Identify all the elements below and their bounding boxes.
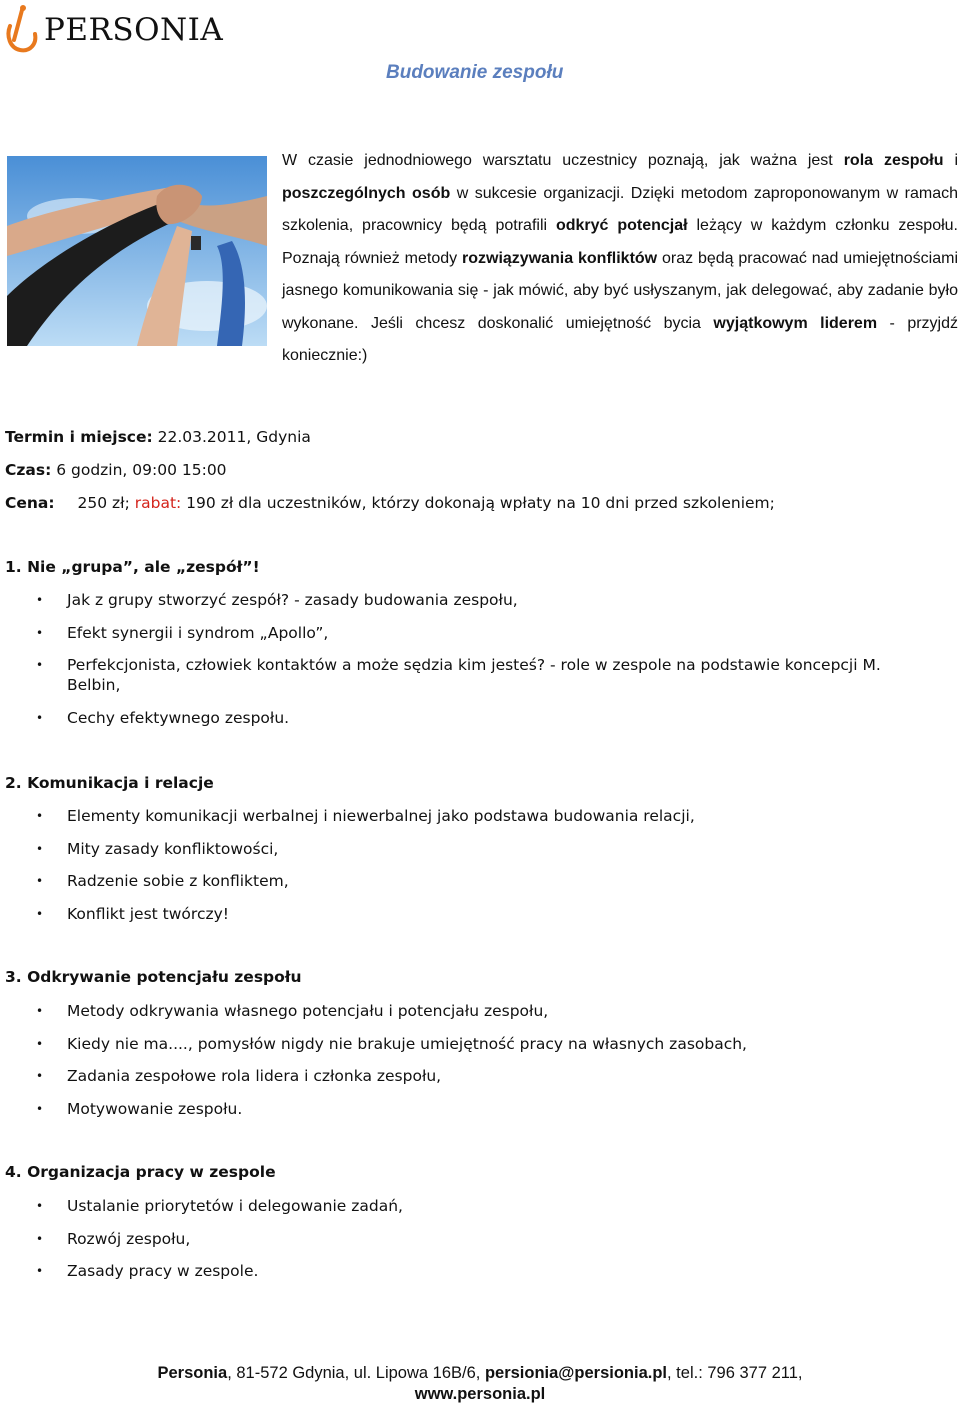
section-number: 1.: [5, 558, 22, 576]
intro-text: w sukcesie organizacji. Dzięki metodom zaproponowanym w ramach szkolenia, pracownicy będą potrafili: [282, 184, 958, 234]
section-4-list: [36, 1196, 947, 1294]
section-4-title: [5, 1163, 276, 1181]
intro-paragraph: [282, 145, 958, 373]
cena-value: 250 zł;: [77, 494, 135, 512]
list-item: • Cechy efektywnego zespołu.: [36, 708, 947, 728]
intro-text: leżący w każdym członku zespołu. Poznają również metody: [282, 217, 958, 267]
logo-text: PERSONIA: [44, 12, 224, 48]
section-1-title: [5, 558, 260, 576]
list-item: • Mity zasady konfliktowości,: [36, 839, 947, 859]
termin-value: 22.03.2011, Gdynia: [152, 428, 311, 446]
czas-line: [5, 461, 227, 479]
section-3-list: [36, 1001, 947, 1131]
section-title-text: Organizacja pracy w zespole: [21, 1163, 276, 1181]
termin-line: [5, 428, 311, 446]
section-title-text: Odkrywanie potencjału zespołu: [21, 968, 302, 986]
intro-bold-leader: wyjątkowym liderem: [713, 314, 878, 332]
intro-text: i: [943, 152, 959, 169]
footer-email-link[interactable]: persionia@persionia.pl: [484, 1364, 668, 1382]
cena-label: Cena:: [5, 494, 55, 512]
footer-website-link[interactable]: www.personia.pl: [414, 1385, 546, 1403]
intro-text: - przyjdź koniecznie:): [282, 314, 958, 364]
list-item: • Rozwój zespołu,: [36, 1229, 947, 1249]
page-footer: [0, 1363, 960, 1405]
list-item: • Zadania zespołowe rola lidera i członka zespołu,: [36, 1066, 947, 1086]
list-item: • Perfekcjonista, człowiek kontaktów a może sędzia kim jesteś? - role w zespole na podstawie koncepcji M. Belbin,: [36, 655, 927, 695]
termin-label: Termin i miejsce:: [5, 428, 153, 446]
section-title-text: Nie „grupa”, ale „zespół”!: [21, 558, 260, 576]
section-3-title: [5, 968, 302, 986]
list-item: • Jak z grupy stworzyć zespół? - zasady budowania zespołu,: [36, 590, 947, 610]
intro-text: W czasie jednodniowego warsztatu uczestnicy poznają, jak ważna jest: [282, 152, 844, 169]
rabat-label: rabat:: [134, 494, 182, 512]
section-2-list: [36, 806, 947, 936]
persionia-logo: [4, 2, 234, 58]
list-item: • Metody odkrywania własnego potencjału i potencjału zespołu,: [36, 1001, 947, 1021]
list-item: • Elementy komunikacji werbalnej i niewerbalnej jako podstawa budowania relacji,: [36, 806, 947, 826]
intro-bold-role: rola zespołu: [843, 152, 944, 169]
czas-label: Czas:: [5, 461, 52, 479]
list-item: • Efekt synergii i syndrom „Apollo”,: [36, 623, 947, 643]
section-number: 2.: [5, 774, 22, 792]
hands-photo: [7, 156, 267, 346]
footer-company: Personia: [157, 1364, 228, 1382]
logo-mark-icon: [4, 2, 44, 54]
list-item: • Radzenie sobie z konfliktem,: [36, 871, 947, 891]
page-title: Budowanie zespołu: [386, 62, 564, 83]
intro-text: oraz będą pracować nad umiejętnościami jasnego komunikowania się - jak mówić, aby być usłyszanym, jak delegować, aby zadanie było wykonane. Jeśli chcesz doskonalić umiejętność bycia: [282, 249, 959, 332]
list-item: • Konflikt jest twórczy!: [36, 904, 947, 924]
rabat-value: 190 zł dla uczestników, którzy dokonają wpłaty na 10 dni przed szkoleniem;: [181, 494, 775, 512]
section-1-list: [36, 590, 947, 740]
intro-bold-conflicts: rozwiązywania konfliktów: [462, 249, 658, 267]
list-item: • Motywowanie zespołu.: [36, 1099, 947, 1119]
cena-line: [5, 494, 775, 512]
list-item: • Kiedy nie ma...., pomysłów nigdy nie brakuje umiejętność pracy na własnych zasobach,: [36, 1034, 947, 1054]
section-2-title: [5, 774, 214, 792]
czas-value: 6 godzin, 09:00 15:00: [51, 461, 227, 479]
list-item: • Zasady pracy w zespole.: [36, 1261, 947, 1281]
section-number: 4.: [5, 1163, 22, 1181]
intro-bold-individuals: poszczególnych osób: [282, 184, 451, 202]
intro-bold-potential: odkryć potencjał: [555, 217, 688, 234]
section-number: 3.: [5, 968, 22, 986]
section-title-text: Komunikacja i relacje: [21, 774, 214, 792]
footer-address: , 81-572 Gdynia, ul. Lipowa 16B/6,: [227, 1364, 485, 1382]
list-item: • Ustalanie priorytetów i delegowanie zadań,: [36, 1196, 947, 1216]
footer-phone: , tel.: 796 377 211,: [667, 1364, 803, 1382]
